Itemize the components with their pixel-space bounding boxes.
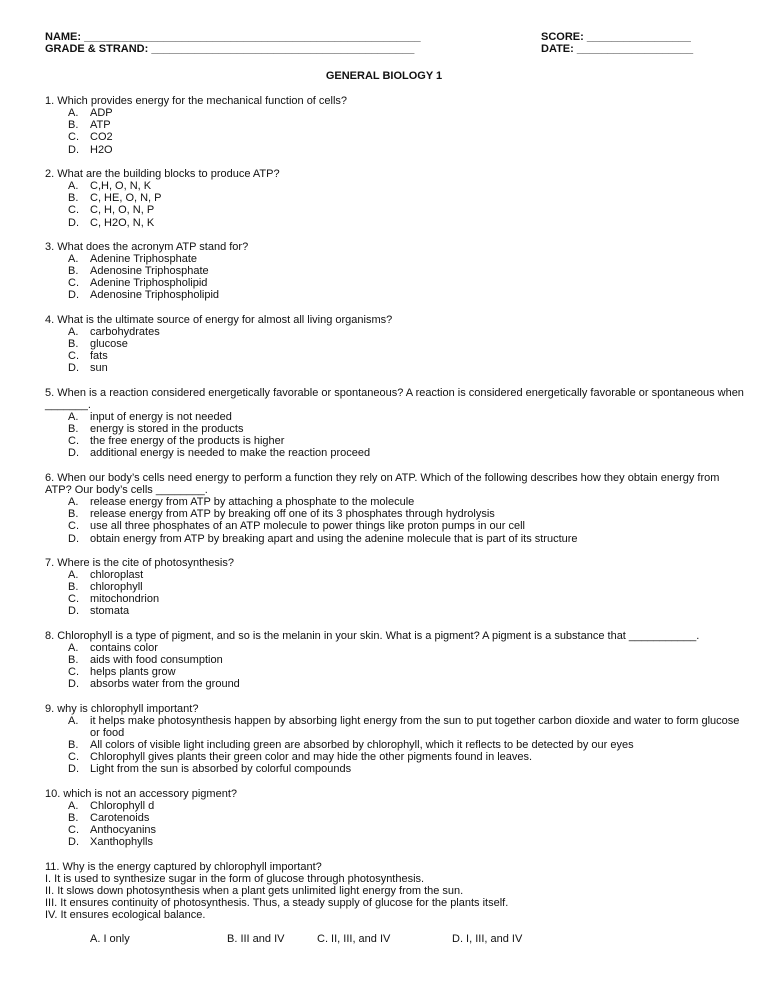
question-text: 4. What is the ultimate source of energy for almost all living organisms? <box>45 313 393 326</box>
question-text: 11. Why is the energy captured by chlorophyll important? <box>45 860 322 873</box>
answer-option[interactable] <box>45 131 745 143</box>
answer-option[interactable] <box>45 593 745 605</box>
answer-option[interactable] <box>45 289 745 301</box>
statement: I. It is used to synthesize sugar in the form of glucose through photosynthesis. <box>45 872 425 885</box>
option-letter: C. <box>68 593 79 606</box>
option-letter: C. <box>68 350 79 363</box>
option-text: release energy from ATP by attaching a phosphate to the molecule <box>90 496 415 509</box>
option-letter: B. <box>68 338 79 351</box>
answer-option[interactable] <box>45 435 745 447</box>
question-text: 5. When is a reaction considered energetically favorable or spontaneous? A reaction is considered energetically favorable or spontaneous when _______. <box>45 386 744 411</box>
answer-option[interactable] <box>45 763 745 775</box>
option-letter: A. <box>68 180 79 193</box>
answer-option[interactable] <box>45 204 745 216</box>
option-letter: B. <box>68 265 79 278</box>
option-text: sun <box>90 362 108 375</box>
question-11 <box>45 861 745 948</box>
option-letter: D. <box>68 532 79 545</box>
answer-option[interactable] <box>45 508 745 520</box>
option-text: H2O <box>90 143 113 156</box>
option-letter: D. <box>68 678 79 691</box>
answer-option[interactable] <box>45 812 745 824</box>
option-text: Adenosine Triphosphate <box>90 265 209 278</box>
question-1 <box>45 95 745 156</box>
answer-option[interactable] <box>45 192 745 204</box>
option-text: Chlorophyll gives plants their green color and may hide the other pigments found in leaves. <box>90 751 533 764</box>
statement: II. It slows down photosynthesis when a plant gets unlimited light energy from the sun. <box>45 885 464 897</box>
option-text: input of energy is not needed <box>90 411 232 423</box>
answer-option[interactable] <box>45 423 745 435</box>
option-letter: C. <box>68 204 79 217</box>
answer-option[interactable] <box>45 253 745 265</box>
question-4 <box>45 314 745 375</box>
question-text: 10. which is not an accessory pigment? <box>45 787 237 800</box>
answer-option[interactable]: A. I only <box>90 933 130 946</box>
answer-option[interactable] <box>45 581 745 593</box>
option-text: C, H2O, N, K <box>90 216 155 229</box>
answer-choices <box>45 933 745 947</box>
statement: III. It ensures continuity of photosynthesis. Thus, a steady supply of glucose for the plants itself. <box>45 897 509 910</box>
name-field[interactable]: NAME: _______________________________________________________ <box>45 31 421 43</box>
option-text: helps plants grow <box>90 666 176 679</box>
option-letter: C. <box>68 131 79 144</box>
option-text: All colors of visible light including green are absorbed by chlorophyll, which it reflects to be detected by our eyes <box>90 739 634 752</box>
option-letter: C. <box>68 520 79 533</box>
question-text: 2. What are the building blocks to produce ATP? <box>45 167 280 180</box>
option-letter: B. <box>68 192 79 205</box>
question-list <box>45 95 745 960</box>
answer-option[interactable] <box>45 533 745 545</box>
option-text: Xanthophylls <box>90 836 153 849</box>
answer-option[interactable] <box>45 277 745 289</box>
option-text: the free energy of the products is higher <box>90 435 285 448</box>
option-letter: D. <box>68 605 79 618</box>
option-letter: A. <box>68 107 79 120</box>
option-text: carbohydrates <box>90 325 160 338</box>
option-letter: B. <box>68 119 79 132</box>
question-text: 8. Chlorophyll is a type of pigment, and so is the melanin in your skin. What is a pigment? A pigment is a substance that ___________. <box>45 629 700 642</box>
option-text: aids with food consumption <box>90 654 223 667</box>
option-text: mitochondrion <box>90 593 160 606</box>
answer-option[interactable] <box>45 836 745 848</box>
question-9 <box>45 703 745 776</box>
option-text: chlorophyll <box>90 581 143 594</box>
question-text: 3. What does the acronym ATP stand for? <box>45 240 249 253</box>
answer-option[interactable]: D. I, III, and IV <box>452 933 523 946</box>
option-text: additional energy is needed to make the reaction proceed <box>90 447 371 460</box>
answer-option[interactable] <box>45 678 745 690</box>
option-text: Carotenoids <box>90 812 150 825</box>
option-letter: A. <box>68 253 79 265</box>
option-text: ADP <box>90 107 113 120</box>
option-text: Adenosine Triphospholipid <box>90 289 220 302</box>
answer-option[interactable]: B. III and IV <box>227 933 285 946</box>
answer-option[interactable] <box>45 144 745 156</box>
option-text: Adenine Triphospholipid <box>90 277 208 290</box>
answer-option[interactable] <box>45 642 745 654</box>
option-letter: D. <box>68 362 79 375</box>
question-2 <box>45 168 745 229</box>
answer-option[interactable] <box>45 411 745 423</box>
option-text: Light from the sun is absorbed by colorful compounds <box>90 763 352 776</box>
question-7 <box>45 557 745 618</box>
option-text: contains color <box>90 641 158 654</box>
answer-option[interactable] <box>45 666 745 678</box>
option-text: obtain energy from ATP by breaking apart and using the adenine molecule that is part of its structure <box>90 532 578 545</box>
question-3 <box>45 241 745 302</box>
answer-option[interactable] <box>45 715 745 739</box>
question-6 <box>45 472 745 545</box>
option-letter: D. <box>68 447 79 460</box>
option-text: C, HE, O, N, P <box>90 192 162 205</box>
answer-option[interactable] <box>45 350 745 362</box>
question-5 <box>45 387 745 460</box>
option-letter: D. <box>68 289 79 302</box>
option-letter: A. <box>68 799 79 812</box>
option-letter: D. <box>68 836 79 849</box>
answer-option[interactable] <box>45 605 745 617</box>
answer-option[interactable] <box>45 496 745 508</box>
statement: IV. It ensures ecological balance. <box>45 909 206 922</box>
answer-option[interactable] <box>45 217 745 229</box>
option-text: CO2 <box>90 131 113 144</box>
option-letter: C. <box>68 824 79 837</box>
answer-option[interactable] <box>45 107 745 119</box>
option-text: chloroplast <box>90 569 144 581</box>
option-letter: B. <box>68 654 79 667</box>
question-text: 7. Where is the cite of photosynthesis? <box>45 556 234 569</box>
answer-option[interactable] <box>45 739 745 751</box>
answer-option[interactable] <box>45 326 745 338</box>
answer-option[interactable] <box>45 569 745 581</box>
question-text: 1. Which provides energy for the mechanical function of cells? <box>45 95 348 107</box>
option-letter: B. <box>68 508 79 521</box>
answer-option[interactable] <box>45 751 745 763</box>
question-text: 6. When our body’s cells need energy to perform a function they rely on ATP. Which of the following describes how they obtain energy from ATP? Our body’s cells ________. <box>45 471 720 496</box>
option-letter: B. <box>68 812 79 825</box>
question-text: 9. why is chlorophyll important? <box>45 702 199 715</box>
option-letter: D. <box>68 143 79 156</box>
option-letter: A. <box>68 411 79 423</box>
option-letter: A. <box>68 641 79 654</box>
option-letter: C. <box>68 435 79 448</box>
option-letter: C. <box>68 751 79 764</box>
answer-option[interactable]: C. II, III, and IV <box>317 933 391 946</box>
option-text: stomata <box>90 605 130 618</box>
option-letter: B. <box>68 581 79 594</box>
option-text: C, H, O, N, P <box>90 204 155 217</box>
page-title: GENERAL BIOLOGY 1 <box>325 70 443 82</box>
option-text: ATP <box>90 119 111 132</box>
option-letter: B. <box>68 423 79 436</box>
option-text: use all three phosphates of an ATP molecule to power things like proton pumps in our cell <box>90 520 525 533</box>
answer-option[interactable] <box>45 520 745 532</box>
grade-strand-field[interactable]: GRADE & STRAND: ___________________________________________ <box>45 43 415 55</box>
answer-option[interactable] <box>45 180 745 192</box>
option-text: C,H, O, N, K <box>90 180 152 193</box>
answer-option[interactable] <box>45 338 745 350</box>
option-letter: A. <box>68 714 79 727</box>
option-text: Chlorophyll d <box>90 799 155 812</box>
answer-option[interactable] <box>45 654 745 666</box>
option-letter: C. <box>68 277 79 290</box>
option-letter: B. <box>68 739 79 752</box>
option-text: it helps make photosynthesis happen by absorbing light energy from the sun to put together carbon dioxide and water to form glucose or food <box>90 714 740 739</box>
option-letter: A. <box>68 325 79 338</box>
question-10 <box>45 788 745 849</box>
option-text: Adenine Triphosphate <box>90 253 198 265</box>
option-text: release energy from ATP by breaking off one of its 3 phosphates through hydrolysis <box>90 508 495 521</box>
answer-option[interactable] <box>45 800 745 812</box>
option-text: absorbs water from the ground <box>90 678 240 691</box>
option-text: energy is stored in the products <box>90 423 244 436</box>
option-text: Anthocyanins <box>90 824 157 837</box>
answer-option[interactable] <box>45 265 745 277</box>
date-field[interactable]: DATE: ___________________ <box>541 43 694 55</box>
option-letter: C. <box>68 666 79 679</box>
option-letter: D. <box>68 763 79 776</box>
answer-option[interactable] <box>45 447 745 459</box>
question-8 <box>45 630 745 691</box>
score-field[interactable]: SCORE: _________________ <box>541 31 691 43</box>
option-text: fats <box>90 350 108 363</box>
option-letter: D. <box>68 216 79 229</box>
answer-option[interactable] <box>45 362 745 374</box>
answer-option[interactable] <box>45 824 745 836</box>
option-text: glucose <box>90 338 128 351</box>
option-letter: A. <box>68 569 79 581</box>
option-letter: A. <box>68 496 79 509</box>
answer-option[interactable] <box>45 119 745 131</box>
